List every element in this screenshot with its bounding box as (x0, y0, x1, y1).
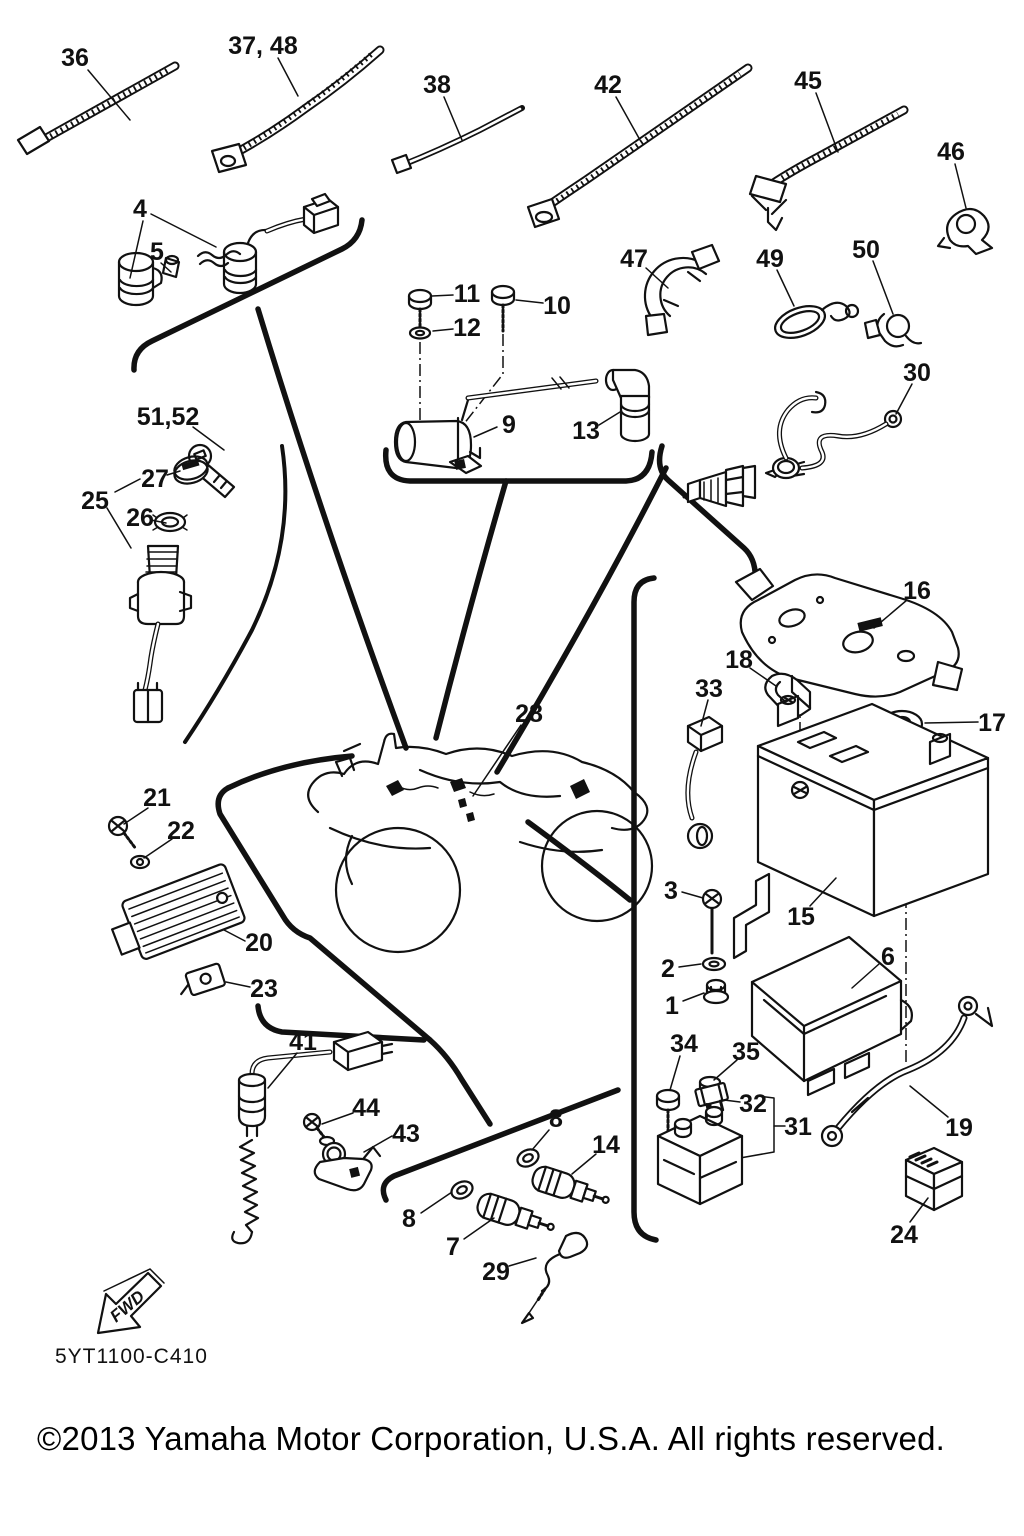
part-callout-25: 25 (81, 487, 109, 515)
part-callout-34: 34 (670, 1030, 698, 1058)
part-clip-23 (176, 963, 226, 999)
callout-leader-20 (224, 930, 245, 941)
part-callout-8: 8 (402, 1205, 416, 1233)
part-callout-28: 28 (515, 700, 543, 728)
part-washer-22 (131, 856, 149, 868)
callout-leader-42 (616, 97, 640, 140)
callout-leader-8 (421, 1192, 452, 1213)
part-callout-2: 2 (661, 955, 675, 983)
callout-leader-32 (724, 1100, 740, 1102)
part-clamp-50 (865, 314, 921, 346)
fwd-arrow-label: FWD (106, 1286, 149, 1327)
part-callout-45: 45 (794, 67, 822, 95)
part-plug-cap-13 (468, 370, 649, 441)
part-rectifier-20 (104, 863, 246, 967)
copyright-text: ©2013 Yamaha Motor Corporation, U.S.A. All rights reserved. (37, 1420, 945, 1457)
part-cable-tie-37-48 (212, 50, 380, 172)
part-callout-10: 10 (543, 292, 571, 320)
fwd-arrow-icon (98, 1269, 164, 1333)
part-callout-32: 32 (739, 1090, 767, 1118)
callout-leader-29 (509, 1258, 536, 1266)
diagram-code: 5YT1100-C410 (55, 1345, 208, 1368)
part-clamp-43 (315, 1143, 380, 1190)
part-callout-29: 29 (482, 1258, 510, 1286)
part-callout-16: 16 (903, 577, 931, 605)
part-callout-15: 15 (787, 903, 815, 931)
callout-leader-10 (516, 300, 543, 303)
callout-leader-8 (532, 1130, 549, 1150)
callout-leader-11 (432, 295, 453, 296)
part-bolt-11 (409, 290, 431, 331)
part-callout-24: 24 (890, 1221, 918, 1249)
part-switch-14 (530, 1164, 613, 1212)
part-callout-43: 43 (392, 1120, 420, 1148)
part-ignition-coil-9 (395, 400, 481, 473)
callout-leader-37-48 (278, 58, 298, 96)
part-screw-3 (703, 890, 721, 953)
part-callout-20: 20 (245, 929, 273, 957)
part-callout-47: 47 (620, 245, 648, 273)
part-clamp-46 (938, 209, 992, 254)
part-callout-5: 5 (150, 238, 164, 266)
callout-leader-1 (683, 993, 704, 1001)
part-callout-4: 4 (133, 195, 147, 223)
callout-leader-49 (777, 270, 794, 306)
part-callout-3: 3 (664, 877, 678, 905)
part-nut-1 (704, 980, 728, 1003)
part-callout-14: 14 (592, 1131, 620, 1159)
part-callout-31: 31 (784, 1113, 812, 1141)
vehicle-silhouette (308, 734, 652, 952)
callout-leader-13 (599, 412, 620, 425)
callout-leader-12 (433, 329, 453, 331)
part-main-switch-25 (130, 546, 191, 722)
callout-leader-19 (910, 1086, 948, 1117)
part-callout-37-48: 37, 48 (228, 32, 298, 60)
part-callout-12: 12 (453, 314, 481, 342)
callout-leader-43 (364, 1136, 392, 1152)
part-callout-26: 26 (126, 504, 154, 532)
callout-leader-30 (896, 384, 912, 414)
callout-leader-2 (679, 964, 701, 967)
part-cable-tie-38 (392, 108, 522, 173)
part-callout-49: 49 (756, 245, 784, 273)
callout-leader-38 (444, 97, 462, 140)
part-callout-46: 46 (937, 138, 965, 166)
part-callout-27: 27 (141, 465, 169, 493)
part-callout-44: 44 (352, 1094, 380, 1122)
part-clamp-47 (645, 245, 719, 335)
part-bracket-stay (734, 874, 769, 958)
part-callout-7: 7 (446, 1233, 460, 1261)
part-callout-18: 18 (725, 646, 753, 674)
part-callout-8: 8 (549, 1105, 563, 1133)
part-battery-15 (758, 696, 988, 916)
callout-leader-50 (873, 261, 893, 314)
part-wire-holder-49 (771, 300, 858, 344)
callout-leader-7 (464, 1218, 494, 1239)
part-bolt-10 (492, 286, 514, 331)
part-callout-9: 9 (502, 411, 516, 439)
part-relay-24 (906, 1148, 962, 1210)
part-washer-8-lower (449, 1178, 476, 1202)
callout-leader-44 (322, 1113, 353, 1124)
callout-leader-34 (670, 1056, 680, 1090)
part-screw-44 (304, 1114, 334, 1145)
callout-leader-3 (682, 892, 703, 898)
part-callout-19: 19 (945, 1114, 973, 1142)
callout-leader-23 (226, 982, 250, 987)
part-callout-22: 22 (167, 817, 195, 845)
part-callout-6: 6 (881, 943, 895, 971)
group-leader-lines (134, 220, 755, 1240)
part-lead-29 (522, 1233, 587, 1323)
part-switch-7 (475, 1191, 558, 1239)
part-callout-1: 1 (665, 992, 679, 1020)
part-callout-30: 30 (903, 359, 931, 387)
callout-leader-9 (474, 427, 497, 437)
part-washer-2 (703, 958, 725, 970)
part-washer-12 (410, 328, 430, 339)
part-callout-51-52: 51,52 (136, 403, 200, 431)
part-callout-17: 17 (978, 709, 1006, 737)
callout-leader-45 (816, 93, 838, 152)
part-callout-38: 38 (423, 71, 451, 99)
part-callout-13: 13 (572, 417, 600, 445)
part-callout-35: 35 (732, 1038, 760, 1066)
part-neutral-switch-39 (684, 466, 755, 506)
part-callout-33: 33 (695, 675, 723, 703)
part-callout-41: 41 (289, 1028, 317, 1056)
part-brake-switch-41 (232, 1032, 392, 1243)
part-bolt-21 (109, 817, 136, 849)
callout-leader-17 (925, 722, 978, 723)
part-callout-36: 36 (61, 44, 89, 72)
part-callout-11: 11 (453, 280, 481, 308)
part-callout-42: 42 (594, 71, 622, 99)
part-lead-33 (688, 717, 722, 848)
part-callout-23: 23 (250, 975, 278, 1003)
part-starter-relay-31 (658, 1107, 742, 1204)
callout-leader-28 (473, 725, 521, 796)
part-washer-8-upper (515, 1146, 542, 1170)
part-cable-tie-45 (750, 110, 904, 230)
part-callout-21: 21 (143, 784, 171, 812)
part-cable-tie-42 (528, 68, 748, 227)
callout-leader-46 (955, 164, 966, 208)
part-callout-50: 50 (852, 236, 880, 264)
